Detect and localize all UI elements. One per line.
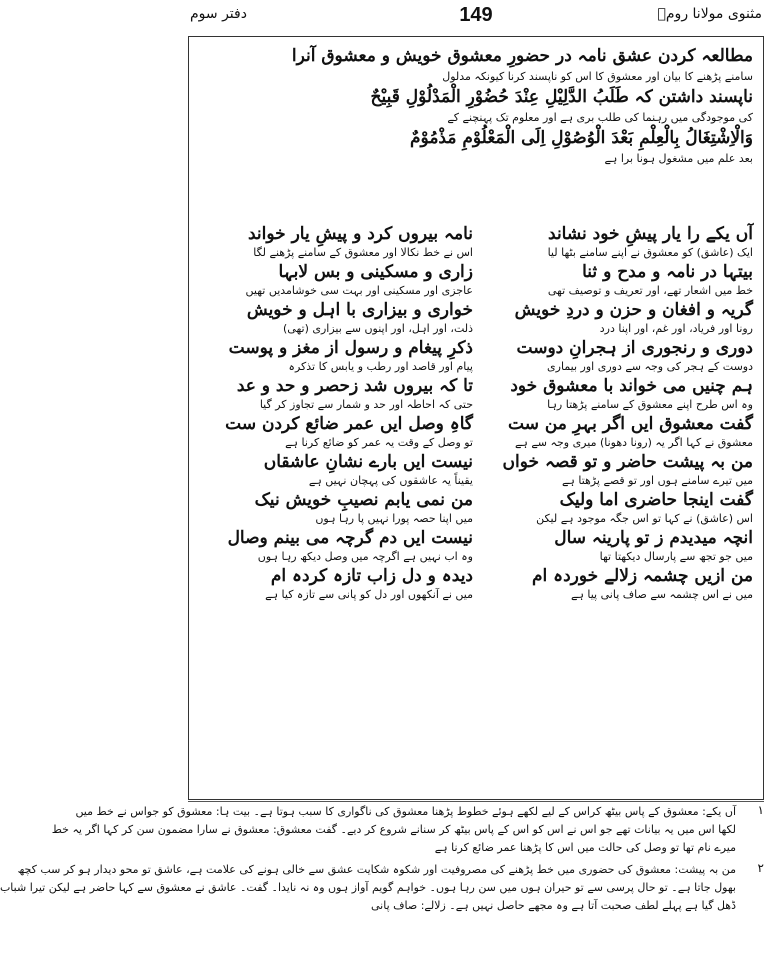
footnote bbox=[51, 803, 764, 857]
footnote-divider bbox=[188, 801, 764, 802]
page-header bbox=[190, 4, 762, 30]
footnote-line: بھول جاتا ہے۔ تو حال پرسی سے تو حیران ہوں میں سن رہا ہوں۔ خواہم گویم آواز ہوں وہ نہ نایدا۔ گفت۔ عاشق نے معشوق سے کہا حاضر ہے لیکن تیرا شباب bbox=[0, 881, 736, 894]
verse-line: خواری و بیزاری با اہل و خویش bbox=[246, 300, 473, 320]
translation-line: میں اپنا حصہ پورا نہیں پا رہا ہوں bbox=[315, 512, 473, 525]
verse-line: نیست ایں بارے نشانِ عاشقاں bbox=[263, 452, 473, 472]
verse-line: گفت معشوق ایں اگر بہرِ من ست bbox=[508, 414, 753, 434]
volume-title: دفتر سوم bbox=[190, 6, 247, 22]
translation-line: کی موجودگی میں رہنما کی طلب بری ہے اور معلوم تک پہنچنے کے bbox=[447, 111, 753, 124]
verse-line: نامہ بیروں کرد و پیشِ یار خواند bbox=[247, 224, 473, 244]
translation-line: بعد علم میں مشغول ہونا برا ہے bbox=[604, 152, 753, 165]
book-title: مثنوی مولانا رومؒ bbox=[657, 6, 762, 22]
left-verse-column bbox=[199, 223, 473, 603]
translation-line: ذلت، اور اہل، اور اپنوں سے بیزاری (تھی) bbox=[283, 322, 473, 335]
verse-line: ذکرِ پیغام و رسول از مغز و پوست bbox=[228, 338, 473, 358]
translation-line: میں نے آنکھوں اور دل کو پانی سے تازہ کیا ہے bbox=[265, 588, 473, 601]
translation-line: اس نے خط نکالا اور معشوق کے سامنے پڑھنے لگا bbox=[253, 246, 473, 259]
text-frame bbox=[188, 36, 764, 800]
footnote-line: ڈھل گیا ہے پہلے لطف صحبت آتا ہے وہ مجھے حاصل نہیں ہے۔ زلالے: صاف پانی bbox=[370, 899, 736, 912]
translation-line: سامنے پڑھنے کا بیان اور معشوق کا اس کو ناپسند کرنا کیونکہ مدلول bbox=[442, 70, 753, 83]
translation-line: ایک (عاشق) کو معشوق نے اپنے سامنے بٹھا لیا bbox=[547, 246, 753, 259]
verse-line: زاری و مسکینی و بس لابہا bbox=[278, 262, 473, 282]
footnote-number: ۲ bbox=[757, 861, 764, 875]
translation-line: خط میں اشعار تھے، اور تعریف و توصیف تھی bbox=[547, 284, 753, 297]
verse-line: دوری و رنجوری از ہجرانِ دوست bbox=[516, 338, 753, 358]
verse-line: من بہ پیشت حاضر و تو قصہ خواں bbox=[502, 452, 753, 472]
verse-line: تا کہ بیروں شد زحصر و حد و عد bbox=[236, 376, 473, 396]
footnote-line: آں یکے: معشوق کے پاس بیٹھ کراس کے لیے لکھے ہوئے خطوط پڑھنا معشوق کی ناگواری کا سبب ہوتا ہے۔ بیت ہا: معشوق کو جواس نے خط میں bbox=[75, 805, 736, 818]
verse-line: دیدہ و دل زاب تازہ کردہ ام bbox=[270, 566, 473, 586]
footnotes bbox=[0, 803, 764, 919]
translation-line: میں نے اس چشمہ سے صاف پانی پیا ہے bbox=[571, 588, 753, 601]
footnote-number: ۱ bbox=[757, 803, 764, 817]
translation-line: معشوق نے کہا اگر یہ (رونا دھونا) میری وجہ سے ہے bbox=[514, 436, 753, 449]
translation-line: تو وصل کے وقت یہ عمر کو ضائع کرنا ہے bbox=[285, 436, 473, 449]
translation-line: میں جو تجھ سے پارسال دیکھتا تھا bbox=[599, 550, 753, 563]
verse-line: گریہ و افغان و حزن و دردِ خویش bbox=[514, 300, 753, 320]
footnote-line: لکھا اس میں یہ بیانات تھے جو اس نے اس کو اس کے پاس بیٹھ کر سنانے شروع کر دیے۔ گفت معشوق: معشوق نے سارا مضمون سن کر کہا اگر یہ خط bbox=[51, 823, 736, 836]
translation-line: حتی کہ احاطہ اور حد و شمار سے تجاوز کر گیا bbox=[259, 398, 473, 411]
translation-line: رونا اور فریاد، اور غم، اور اپنا درد bbox=[599, 322, 753, 335]
translation-line: یقیناً یہ عاشقوں کی پہچان نہیں ہے bbox=[308, 474, 473, 487]
translation-line: پیام اور قاصد اور رطب و یابس کا تذکرہ bbox=[288, 360, 473, 373]
translation-line: وہ اس طرح اپنے معشوق کے سامنے پڑھتا رہا bbox=[547, 398, 753, 411]
page-number: 149 bbox=[459, 4, 493, 26]
verse-line: آں یکے را یار پیشِ خود نشاند bbox=[548, 224, 753, 244]
verse-line: ہم چنیں می خواند با معشوق خود bbox=[510, 376, 753, 396]
footnote bbox=[0, 861, 764, 915]
translation-line: اس (عاشق) نے کہا تو اس جگہ موجود ہے لیکن bbox=[536, 512, 753, 525]
verse-line: بیتہا در نامہ و مدح و ثنا bbox=[582, 262, 753, 282]
arabic-line: ناپسند داشتن کہ طَلَبُ الدَّلِیْلِ عِنْدَ حُضُوْرِ الْمَدْلُوْلِ قَبِیْحٌ bbox=[370, 87, 753, 107]
verse-line: گاہِ وصل ایں عمر ضائع کردن ست bbox=[225, 414, 473, 434]
footnote-line: میرے نام تھا تو وصل کی حالت میں اس کا پڑھنا عمر ضائع کرنا ہے bbox=[434, 841, 736, 854]
verse-line: من ازیں چشمہ زلالے خوردہ ام bbox=[531, 566, 753, 586]
translation-line: عاجزی اور مسکینی اور بہت سی خوشامدیں تھیں bbox=[245, 284, 473, 297]
verse-line: من نمی یابم نصیبِ خویش نیک bbox=[254, 490, 473, 510]
translation-line: دوست کے ہجر کی وجہ سے دوری اور بیماری bbox=[547, 360, 753, 373]
arabic-line: وَالْاِشْتِغَالُ بِالْعِلْمِ بَعْدَ الْوُصُوْلِ اِلَی الْمَعْلُوْمِ مَذْمُوْمٌ bbox=[410, 128, 753, 148]
translation-line: میں تیرے سامنے ہوں اور تو قصے پڑھتا ہے bbox=[561, 474, 753, 487]
verse-line: مطالعہ کردن عشق نامہ در حضورِ معشوق خویش و معشوق آنرا bbox=[291, 46, 753, 66]
right-verse-column bbox=[479, 223, 753, 603]
verse-line: گفت اینجا حاضری اما ولیک bbox=[559, 490, 753, 510]
translation-line: وہ اب نہیں ہے اگرچہ میں وصل دیکھ رہا ہوں bbox=[257, 550, 473, 563]
verse-line: انچہ میدیدم ز تو پارینہ سال bbox=[554, 528, 753, 548]
verse-line: نیست ایں دم گرچہ می بینم وصال bbox=[227, 528, 473, 548]
footnote-line: من بہ پیشت: معشوق کی حضوری میں خط پڑھنے کی مصروفیت اور شکوہ شکایت عشق سے خالی ہونے کی علامت ہے، عاشق تو محو دیدار ہو کر سب کچھ bbox=[17, 863, 736, 876]
section-heading bbox=[199, 45, 753, 167]
